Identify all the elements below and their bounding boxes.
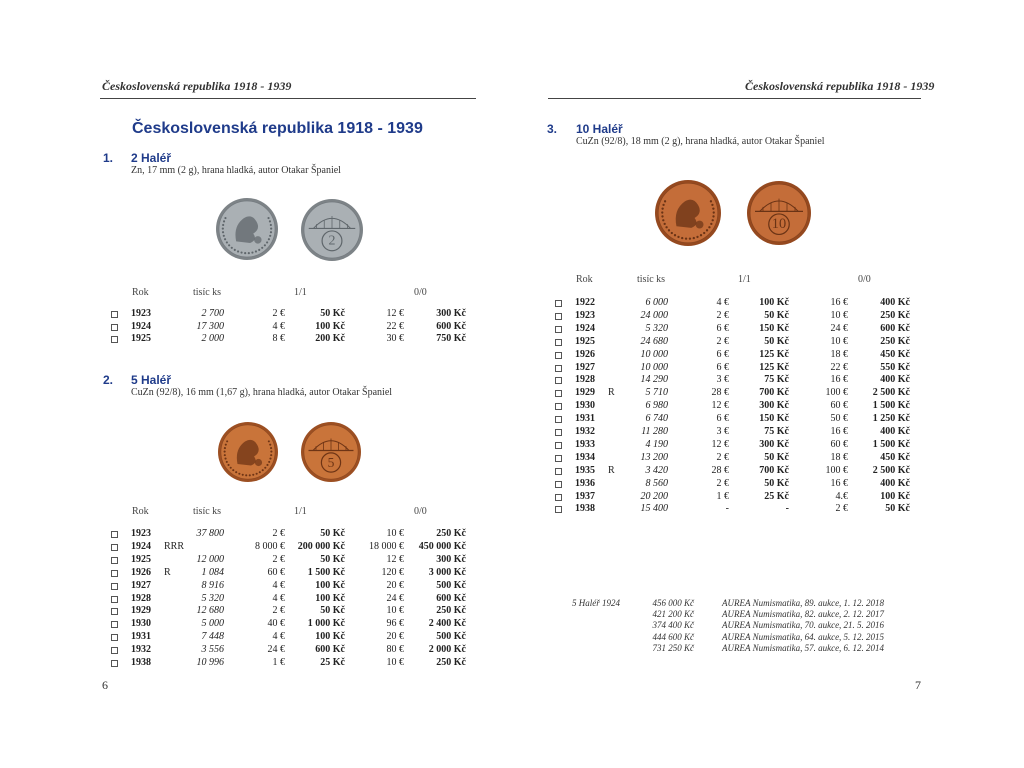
price-eur-1-cell: - <box>725 503 729 515</box>
checkbox-icon <box>555 442 562 449</box>
price-eur-0-cell: 10 € <box>386 657 404 668</box>
price-czk-1-cell: 125 Kč <box>759 348 789 360</box>
section-2-description: CuZn (92/8), 16 mm (1,67 g), hrana hladká, autor Otakar Španiel <box>131 387 393 398</box>
price-czk-1-cell: 25 Kč <box>320 657 345 668</box>
year-cell: 1923 <box>131 528 151 539</box>
price-czk-0-cell: 450 000 Kč <box>418 540 466 552</box>
page-number-left: 6 <box>102 678 108 692</box>
col-header-mintage: tisíc ks <box>637 274 666 285</box>
price-eur-0-cell: 10 € <box>386 605 404 617</box>
price-czk-1-cell: 50 Kč <box>764 309 789 321</box>
price-czk-0-cell: 250 Kč <box>436 528 466 539</box>
section-1-description: Zn, 17 mm (2 g), hrana hladká, autor Otakar Španiel <box>131 165 341 176</box>
price-czk-0-cell: 1 250 Kč <box>872 413 910 425</box>
checkbox-icon <box>555 377 562 384</box>
price-czk-0-cell: 600 Kč <box>436 320 466 332</box>
auction-source: AUREA Numismatika, 89. aukce, 1. 12. 2018 <box>722 598 885 608</box>
price-czk-1-cell: 1 000 Kč <box>307 618 345 630</box>
checkbox-icon <box>111 544 118 551</box>
price-eur-1-cell: 60 € <box>267 566 285 578</box>
year-cell: 1930 <box>575 400 595 412</box>
price-czk-1-cell: 125 Kč <box>759 361 789 373</box>
year-cell: 1929 <box>131 605 151 617</box>
price-eur-0-cell: 20 € <box>386 579 404 591</box>
col-header-grade-0: 0/0 <box>858 274 871 285</box>
year-cell: 1934 <box>575 451 595 463</box>
col-header-grade-1: 1/1 <box>294 287 307 298</box>
section-3-number: 3. <box>547 122 558 136</box>
price-eur-1-cell: 4 € <box>272 631 285 643</box>
mintage-cell: 10 000 <box>640 348 668 360</box>
mintage-cell: 10 000 <box>640 361 668 373</box>
col-header-year: Rok <box>576 274 593 285</box>
price-czk-0-cell: 600 Kč <box>436 592 466 604</box>
checkbox-icon <box>555 352 562 359</box>
price-eur-1-cell: 2 € <box>272 553 285 565</box>
price-czk-1-cell: 600 Kč <box>315 644 345 656</box>
checkbox-icon <box>111 311 118 318</box>
checkbox-icon <box>555 429 562 436</box>
mintage-cell: 24 680 <box>640 335 668 347</box>
coin-10-haler-reverse <box>746 180 812 246</box>
checkbox-icon <box>555 506 562 513</box>
price-czk-0-cell: 3 000 Kč <box>428 566 466 578</box>
year-cell: 1927 <box>575 361 595 373</box>
price-eur-0-cell: 4.€ <box>835 490 848 502</box>
price-eur-0-cell: 16 € <box>830 426 848 437</box>
checkbox-icon <box>555 313 562 320</box>
price-czk-0-cell: 50 Kč <box>885 503 910 515</box>
mintage-cell: 13 200 <box>640 451 668 463</box>
rarity-cell: R <box>164 566 171 578</box>
auction-price: 374 400 Kč <box>652 620 694 631</box>
section-3-title: 10 Haléř <box>576 122 623 136</box>
mintage-cell: 2 000 <box>201 333 224 345</box>
price-czk-0-cell: 450 Kč <box>880 451 910 463</box>
year-cell: 1924 <box>131 320 151 332</box>
mintage-cell: 2 700 <box>201 308 224 319</box>
checkbox-icon <box>111 531 118 538</box>
section-2-number: 2. <box>103 373 114 387</box>
price-eur-1-cell: 4 € <box>716 297 729 308</box>
price-eur-0-cell: 18 000 € <box>369 540 404 552</box>
auction-price: 444 600 Kč <box>652 631 694 642</box>
page-number-right: 7 <box>915 678 921 692</box>
checkbox-icon <box>555 416 562 423</box>
price-czk-0-cell: 2 500 Kč <box>872 464 910 476</box>
price-czk-1-cell: 50 Kč <box>764 335 789 347</box>
price-eur-1-cell: 12 € <box>711 438 729 450</box>
year-cell: 1922 <box>575 297 595 308</box>
section-1-title: 2 Haléř <box>131 151 172 165</box>
checkbox-icon <box>555 300 562 307</box>
price-eur-1-cell: 2 € <box>716 335 729 347</box>
mintage-cell: 3 556 <box>201 644 224 656</box>
year-cell: 1925 <box>131 553 151 565</box>
price-czk-1-cell: 300 Kč <box>759 438 789 450</box>
col-header-grade-1: 1/1 <box>294 506 307 517</box>
section-1-number: 1. <box>103 151 114 165</box>
price-eur-1-cell: 8 000 € <box>255 540 285 552</box>
price-czk-1-cell: 150 Kč <box>759 322 789 334</box>
checkbox-icon <box>555 339 562 346</box>
year-cell: 1928 <box>131 592 151 604</box>
price-eur-0-cell: 24 € <box>830 322 848 334</box>
mintage-cell: 1 084 <box>201 566 224 578</box>
coin-denomination-label: 10 <box>771 216 787 233</box>
year-cell: 1923 <box>575 309 595 321</box>
price-eur-1-cell: 6 € <box>716 322 729 334</box>
price-czk-0-cell: 400 Kč <box>880 374 910 386</box>
coin-5-haler-reverse <box>300 421 362 483</box>
price-czk-0-cell: 400 Kč <box>880 477 910 489</box>
checkbox-icon <box>555 494 562 501</box>
price-eur-0-cell: 80 € <box>386 644 404 656</box>
rarity-cell: R <box>608 464 615 476</box>
auction-source: AUREA Numismatika, 70. aukce, 21. 5. 2016 <box>722 620 885 631</box>
price-czk-1-cell: 100 Kč <box>759 297 789 308</box>
checkbox-icon <box>555 365 562 372</box>
checkbox-icon <box>111 596 118 603</box>
coin-denomination-label: 5 <box>327 455 335 470</box>
price-czk-0-cell: 400 Kč <box>880 297 910 308</box>
price-czk-1-cell: 75 Kč <box>764 426 789 437</box>
price-eur-0-cell: 16 € <box>830 477 848 489</box>
checkbox-icon <box>111 583 118 590</box>
price-eur-0-cell: 16 € <box>830 374 848 386</box>
checkbox-icon <box>111 647 118 654</box>
mintage-cell: 8 916 <box>201 579 224 591</box>
price-eur-0-cell: 60 € <box>830 400 848 412</box>
checkbox-icon <box>555 390 562 397</box>
price-eur-1-cell: 2 € <box>716 477 729 489</box>
price-eur-0-cell: 2 € <box>835 503 848 515</box>
auction-coin: 5 Haléř 1924 <box>572 598 620 608</box>
year-cell: 1938 <box>575 503 595 515</box>
year-cell: 1938 <box>131 657 151 668</box>
col-header-mintage: tisíc ks <box>193 287 222 298</box>
price-czk-0-cell: 450 Kč <box>880 348 910 360</box>
price-czk-1-cell: 75 Kč <box>764 374 789 386</box>
price-czk-1-cell: 700 Kč <box>759 464 789 476</box>
year-cell: 1926 <box>131 566 151 578</box>
year-cell: 1930 <box>131 618 151 630</box>
mintage-cell: 12 000 <box>196 553 224 565</box>
price-eur-1-cell: 6 € <box>716 348 729 360</box>
mintage-cell: 37 800 <box>196 528 224 539</box>
price-czk-1-cell: 700 Kč <box>759 387 789 399</box>
price-eur-0-cell: 22 € <box>386 320 404 332</box>
running-header-left: Československá republika 1918 - 1939 <box>102 79 292 93</box>
price-eur-1-cell: 2 € <box>272 528 285 539</box>
year-cell: 1933 <box>575 438 595 450</box>
mintage-cell: 10 996 <box>196 657 224 668</box>
price-eur-0-cell: 16 € <box>830 297 848 308</box>
year-cell: 1925 <box>575 335 595 347</box>
year-cell: 1924 <box>575 322 595 334</box>
price-czk-0-cell: 2 000 Kč <box>428 644 466 656</box>
price-czk-0-cell: 750 Kč <box>436 333 466 345</box>
price-eur-0-cell: 60 € <box>830 438 848 450</box>
price-czk-0-cell: 2 500 Kč <box>872 387 910 399</box>
price-eur-1-cell: 3 € <box>716 426 729 437</box>
header-rule-right <box>548 98 921 99</box>
price-czk-0-cell: 300 Kč <box>436 553 466 565</box>
price-eur-0-cell: 50 € <box>830 413 848 425</box>
year-cell: 1936 <box>575 477 595 489</box>
price-czk-1-cell: 50 Kč <box>320 553 345 565</box>
price-czk-1-cell: 50 Kč <box>320 605 345 617</box>
price-czk-0-cell: 250 Kč <box>436 657 466 668</box>
price-eur-0-cell: 24 € <box>386 592 404 604</box>
year-cell: 1931 <box>575 413 595 425</box>
price-eur-1-cell: 1 € <box>716 490 729 502</box>
price-eur-1-cell: 4 € <box>272 579 285 591</box>
price-eur-0-cell: 96 € <box>386 618 404 630</box>
col-header-year: Rok <box>132 506 149 517</box>
right-page <box>512 0 1024 768</box>
price-czk-1-cell: 50 Kč <box>764 477 789 489</box>
price-eur-1-cell: 2 € <box>716 451 729 463</box>
auction-price: 731 250 Kč <box>652 642 694 653</box>
mintage-cell: 3 420 <box>645 464 668 476</box>
year-cell: 1937 <box>575 490 595 502</box>
price-eur-1-cell: 4 € <box>272 592 285 604</box>
year-cell: 1923 <box>131 308 151 319</box>
price-eur-0-cell: 30 € <box>386 333 404 345</box>
price-czk-0-cell: 250 Kč <box>880 335 910 347</box>
price-eur-1-cell: 24 € <box>267 644 285 656</box>
checkbox-icon <box>555 403 562 410</box>
header-rule-left <box>100 98 476 99</box>
price-czk-1-cell: 50 Kč <box>320 528 345 539</box>
year-cell: 1926 <box>575 348 595 360</box>
auction-price: 421 200 Kč <box>652 609 694 620</box>
price-czk-0-cell: 250 Kč <box>436 605 466 617</box>
price-czk-0-cell: 1 500 Kč <box>872 438 910 450</box>
price-czk-1-cell: 100 Kč <box>315 592 345 604</box>
year-cell: 1932 <box>131 644 151 656</box>
year-cell: 1931 <box>131 631 151 643</box>
mintage-cell: 12 680 <box>196 605 224 617</box>
price-czk-1-cell: 200 000 Kč <box>297 540 345 552</box>
price-czk-1-cell: 200 Kč <box>315 333 345 345</box>
checkbox-icon <box>111 608 118 615</box>
page-title: Československá republika 1918 - 1939 <box>132 120 423 137</box>
price-czk-0-cell: 400 Kč <box>880 426 910 437</box>
year-cell: 1927 <box>131 579 151 591</box>
running-header-right: Československá republika 1918 - 1939 <box>745 79 935 93</box>
checkbox-icon <box>555 468 562 475</box>
year-cell: 1929 <box>575 387 595 399</box>
checkbox-icon <box>555 481 562 488</box>
price-eur-1-cell: 12 € <box>711 400 729 412</box>
mintage-cell: 5 320 <box>201 592 224 604</box>
coin-5-haler-obverse <box>217 421 279 483</box>
year-cell: 1935 <box>575 464 595 476</box>
price-czk-1-cell: 100 Kč <box>315 631 345 643</box>
checkbox-icon <box>111 621 118 628</box>
checkbox-icon <box>111 557 118 564</box>
section-2-title: 5 Haléř <box>131 373 172 387</box>
price-eur-1-cell: 2 € <box>716 309 729 321</box>
mintage-cell: 7 448 <box>201 631 224 643</box>
rarity-cell: R <box>608 387 615 399</box>
price-czk-1-cell: 100 Kč <box>315 579 345 591</box>
auction-source: AUREA Numismatika, 57. aukce, 6. 12. 2014 <box>722 642 885 653</box>
price-eur-1-cell: 28 € <box>711 464 729 476</box>
mintage-cell: 4 190 <box>645 438 668 450</box>
price-czk-1-cell: 25 Kč <box>764 490 789 502</box>
price-eur-0-cell: 100 € <box>825 387 848 399</box>
price-czk-1-cell: 50 Kč <box>764 451 789 463</box>
price-czk-0-cell: 2 400 Kč <box>428 618 466 630</box>
price-eur-0-cell: 120 € <box>381 566 404 578</box>
mintage-cell: 5 710 <box>645 387 668 399</box>
rarity-cell: RRR <box>164 540 185 552</box>
price-czk-1-cell: 50 Kč <box>320 308 345 319</box>
price-czk-0-cell: 300 Kč <box>436 308 466 319</box>
col-header-grade-0: 0/0 <box>414 287 427 298</box>
coin-denomination-label: 2 <box>328 233 336 249</box>
mintage-cell: 6 740 <box>645 413 668 425</box>
coin-2-haler-obverse <box>215 197 279 261</box>
auction-price: 456 000 Kč <box>652 598 694 608</box>
price-czk-0-cell: 500 Kč <box>436 579 466 591</box>
auction-source: AUREA Numismatika, 82. aukce, 2. 12. 2017 <box>722 609 885 620</box>
checkbox-icon <box>111 634 118 641</box>
price-eur-0-cell: 22 € <box>830 361 848 373</box>
mintage-cell: 15 400 <box>640 503 668 515</box>
price-eur-1-cell: 2 € <box>272 605 285 617</box>
checkbox-icon <box>111 336 118 343</box>
auction-source: AUREA Numismatika, 64. aukce, 5. 12. 2015 <box>722 631 885 642</box>
price-czk-0-cell: 1 500 Kč <box>872 400 910 412</box>
mintage-cell: 6 980 <box>645 400 668 412</box>
price-eur-0-cell: 12 € <box>386 553 404 565</box>
checkbox-icon <box>111 660 118 667</box>
checkbox-icon <box>555 455 562 462</box>
price-eur-0-cell: 10 € <box>830 309 848 321</box>
mintage-cell: 20 200 <box>640 490 668 502</box>
price-eur-0-cell: 18 € <box>830 348 848 360</box>
checkbox-icon <box>555 326 562 333</box>
price-czk-0-cell: 500 Kč <box>436 631 466 643</box>
price-eur-1-cell: 4 € <box>272 320 285 332</box>
price-eur-1-cell: 6 € <box>716 361 729 373</box>
price-eur-0-cell: 18 € <box>830 451 848 463</box>
mintage-cell: 5 320 <box>645 322 668 334</box>
mintage-cell: 17 300 <box>196 320 224 332</box>
price-eur-0-cell: 20 € <box>386 631 404 643</box>
price-eur-1-cell: 6 € <box>716 413 729 425</box>
col-header-year: Rok <box>132 287 149 298</box>
mintage-cell: 24 000 <box>640 309 668 321</box>
price-eur-0-cell: 10 € <box>386 528 404 539</box>
price-czk-1-cell: 150 Kč <box>759 413 789 425</box>
mintage-cell: 5 000 <box>201 618 224 630</box>
price-czk-0-cell: 100 Kč <box>880 490 910 502</box>
price-czk-1-cell: 100 Kč <box>315 320 345 332</box>
price-eur-1-cell: 2 € <box>272 308 285 319</box>
checkbox-icon <box>111 570 118 577</box>
price-eur-1-cell: 40 € <box>267 618 285 630</box>
mintage-cell: 14 290 <box>640 374 668 386</box>
year-cell: 1925 <box>131 333 151 345</box>
section-3-description: CuZn (92/8), 18 mm (2 g), hrana hladká, autor Otakar Španiel <box>576 136 825 147</box>
price-czk-1-cell: 300 Kč <box>759 400 789 412</box>
price-eur-0-cell: 100 € <box>825 464 848 476</box>
price-eur-1-cell: 28 € <box>711 387 729 399</box>
year-cell: 1924 <box>131 540 151 552</box>
price-czk-1-cell: 1 500 Kč <box>307 566 345 578</box>
mintage-cell: 8 560 <box>645 477 668 489</box>
mintage-cell: 6 000 <box>645 297 668 308</box>
price-czk-0-cell: 550 Kč <box>880 361 910 373</box>
price-czk-0-cell: 250 Kč <box>880 309 910 321</box>
coin-2-haler-reverse <box>300 198 364 262</box>
col-header-grade-0: 0/0 <box>414 506 427 517</box>
year-cell: 1928 <box>575 374 595 386</box>
col-header-mintage: tisíc ks <box>193 506 222 517</box>
price-eur-0-cell: 10 € <box>830 335 848 347</box>
col-header-grade-1: 1/1 <box>738 274 751 285</box>
price-eur-1-cell: 1 € <box>272 657 285 668</box>
mintage-cell: 11 280 <box>641 426 668 437</box>
coin-10-haler-obverse <box>654 179 722 247</box>
price-eur-1-cell: 3 € <box>716 374 729 386</box>
price-czk-1-cell: - <box>785 503 789 515</box>
price-eur-0-cell: 12 € <box>386 308 404 319</box>
year-cell: 1932 <box>575 426 595 437</box>
checkbox-icon <box>111 324 118 331</box>
price-eur-1-cell: 8 € <box>272 333 285 345</box>
price-czk-0-cell: 600 Kč <box>880 322 910 334</box>
